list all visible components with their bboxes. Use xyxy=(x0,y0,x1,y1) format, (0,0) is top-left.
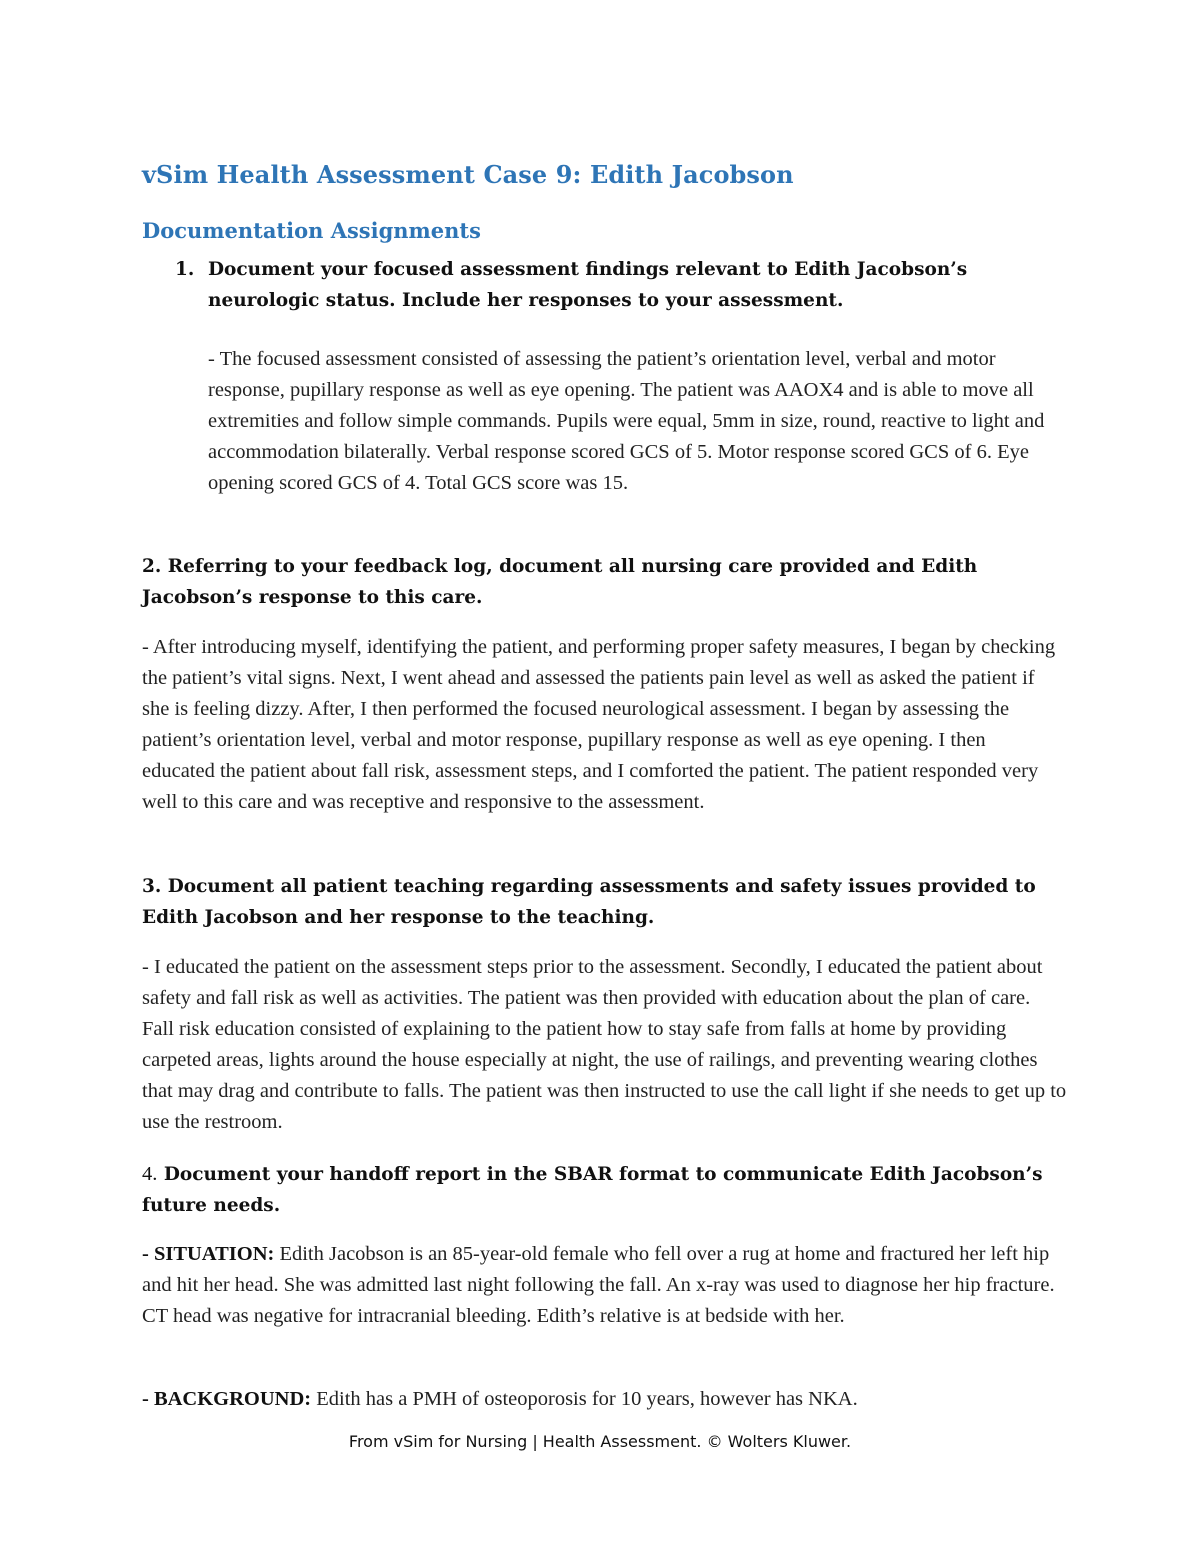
question-1-text: Document your focused assessment findings relevant to Edith Jacobson’s neurologic status. Include her responses to your assessment. xyxy=(208,259,968,311)
question-1 xyxy=(175,254,1075,316)
answer-3: - I educated the patient on the assessment steps prior to the assessment. Secondly, I educated the patient about safety and fall risk as well as activities. The patient was then provided with education about the plan of care. Fall risk education consisted of explaining to the patient how to stay safe from falls at home by providing carpeted areas, lights around the house especially at night, the use of railings, and preventing wearing clothes that may drag and contribute to falls. The patient was then instructed to use the call light if she needs to get up to use the restroom. xyxy=(142,956,1067,1133)
background-text: Edith has a PMH of osteoporosis for 10 years, however has NKA. xyxy=(316,1388,858,1410)
background-label: - BACKGROUND: xyxy=(142,1388,312,1410)
situation-text: Edith Jacobson is an 85-year-old female who fell over a rug at home and fractured her left hip and hit her head. She was admitted last night following the fall. An x-ray was used to diagnose her hip fracture. CT head was negative for intracranial bleeding. Edith’s relative is at bedside with her. xyxy=(142,1243,1055,1327)
question-2: 2. Referring to your feedback log, document all nursing care provided and Edith Jacobson’s response to this care. xyxy=(142,556,978,608)
question-4-text: Document your handoff report in the SBAR format to communicate Edith Jacobson’s future needs. xyxy=(142,1164,1043,1216)
question-4-number: 4. xyxy=(142,1163,158,1185)
sbar-situation xyxy=(142,1239,1062,1332)
question-4 xyxy=(142,1159,1062,1221)
page-footer: From vSim for Nursing | Health Assessment. © Wolters Kluwer. xyxy=(348,1432,852,1451)
question-1-number: 1. xyxy=(175,259,195,280)
question-3: 3. Document all patient teaching regarding assessments and safety issues provided to Edith Jacobson and her response to the teaching. xyxy=(142,876,1036,928)
sbar-background xyxy=(142,1384,1062,1415)
situation-label: - SITUATION: xyxy=(142,1243,275,1265)
document-title: vSim Health Assessment Case 9: Edith Jacobson xyxy=(142,160,794,189)
answer-2: - After introducing myself, identifying the patient, and performing proper safety measures, I began by checking the patient’s vital signs. Next, I went ahead and assessed the patients pain level as well as asked the patient if she is feeling dizzy. After, I then performed the focused neurological assessment. I began by assessing the patient’s orientation level, verbal and motor response, pupillary response as well as eye opening. I then educated the patient about fall risk, assessment steps, and I comforted the patient. The patient responded very well to this care and was receptive and responsive to the assessment. xyxy=(142,636,1056,813)
answer-1: - The focused assessment consisted of assessing the patient’s orientation level, verbal and motor response, pupillary response as well as eye opening. The patient was AAOX4 and is able to move all extremities and follow simple commands. Pupils were equal, 5mm in size, round, reactive to light and accommodation bilaterally. Verbal response scored GCS of 5. Motor response scored GCS of 6. Eye opening scored GCS of 4. Total GCS score was 15. xyxy=(208,348,1045,494)
section-heading: Documentation Assignments xyxy=(142,218,481,243)
